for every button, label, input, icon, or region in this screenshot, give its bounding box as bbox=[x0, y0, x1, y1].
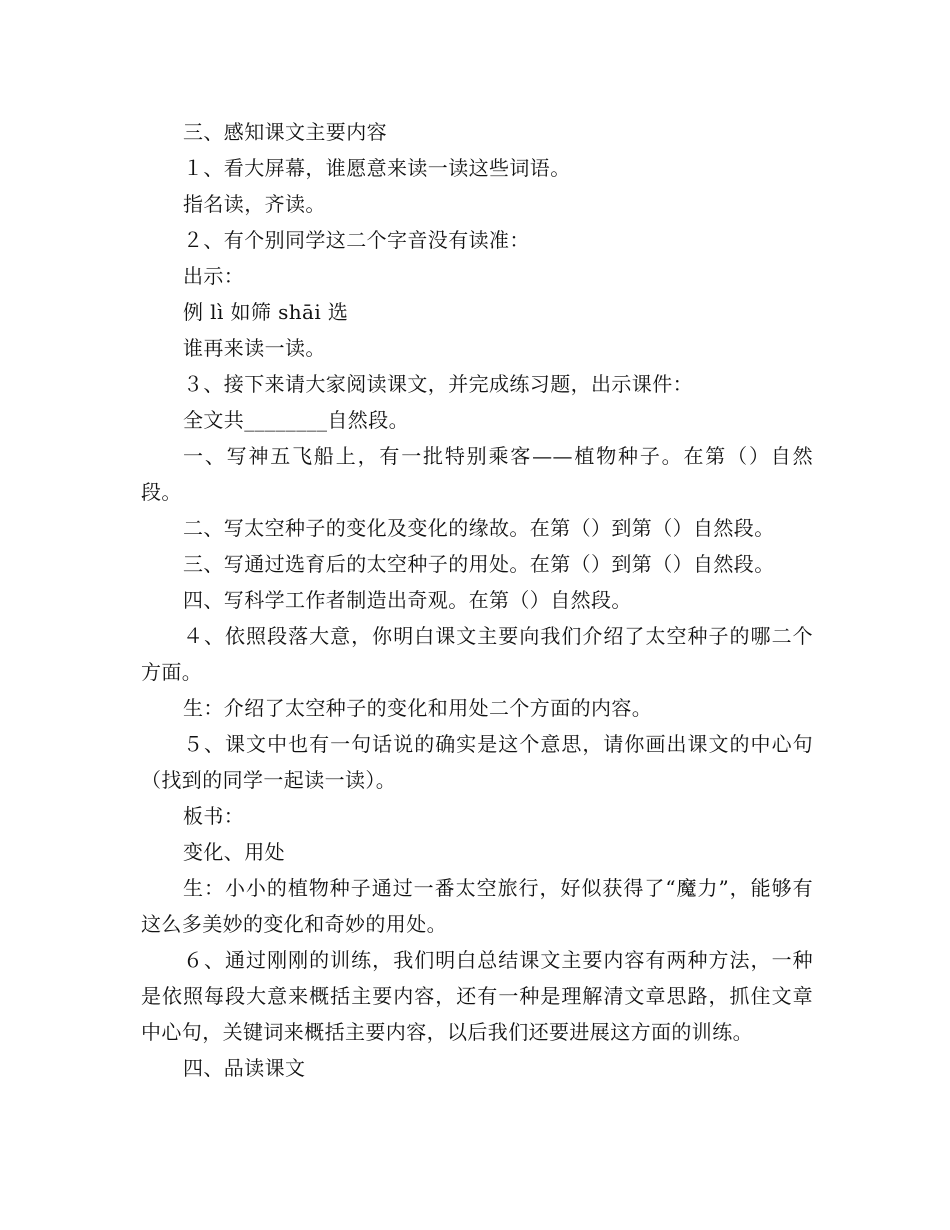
paragraph: 三、写通过选育后的太空种子的用处。在第（）到第（）自然段。 bbox=[183, 552, 775, 576]
paragraph: 生：介绍了太空种子的变化和用处二个方面的内容。 bbox=[183, 696, 653, 720]
paragraph: ５、课文中也有一句话说的确实是这个意思，请你画出课文的中心句（找到的同学一起读一读）。 bbox=[141, 732, 813, 792]
paragraph: 指名读，齐读。 bbox=[183, 192, 326, 216]
paragraph: 四、写科学工作者制造出奇观。在第（）自然段。 bbox=[183, 588, 632, 612]
paragraph: 例 lì 如筛 shāi 选 bbox=[183, 300, 349, 324]
paragraph: ４、依照段落大意，你明白课文主要向我们介绍了太空种子的哪二个方面。 bbox=[141, 624, 813, 684]
paragraph: 板书： bbox=[183, 804, 245, 828]
section-heading: 三、感知课文主要内容 bbox=[183, 120, 387, 144]
section-heading: 四、品读课文 bbox=[183, 1056, 306, 1080]
paragraph: 出示： bbox=[183, 264, 245, 288]
document-page bbox=[141, 114, 813, 1086]
paragraph: １、看大屏幕，谁愿意来读一读这些词语。 bbox=[183, 156, 571, 180]
paragraph: 全文共________自然段。 bbox=[183, 408, 409, 432]
paragraph: 变化、用处 bbox=[183, 840, 285, 864]
paragraph: ２、有个别同学这二个字音没有读准： bbox=[183, 228, 530, 252]
paragraph: 生：小小的植物种子通过一番太空旅行，好似获得了“魔力”，能够有这么多美妙的变化和奇妙的用处。 bbox=[141, 876, 813, 936]
paragraph: 谁再来读一读。 bbox=[183, 336, 326, 360]
paragraph: ６、通过刚刚的训练，我们明白总结课文主要内容有两种方法，一种是依照每段大意来概括主要内容，还有一种是理解清文章思路，抓住文章中心句，关键词来概括主要内容，以后我们还要进展这方面的训练。 bbox=[141, 948, 813, 1044]
paragraph: 一、写神五飞船上，有一批特别乘客——植物种子。在第（）自然段。 bbox=[141, 444, 813, 504]
paragraph: ３、接下来请大家阅读课文，并完成练习题，出示课件： bbox=[183, 372, 693, 396]
paragraph: 二、写太空种子的变化及变化的缘故。在第（）到第（）自然段。 bbox=[183, 516, 775, 540]
